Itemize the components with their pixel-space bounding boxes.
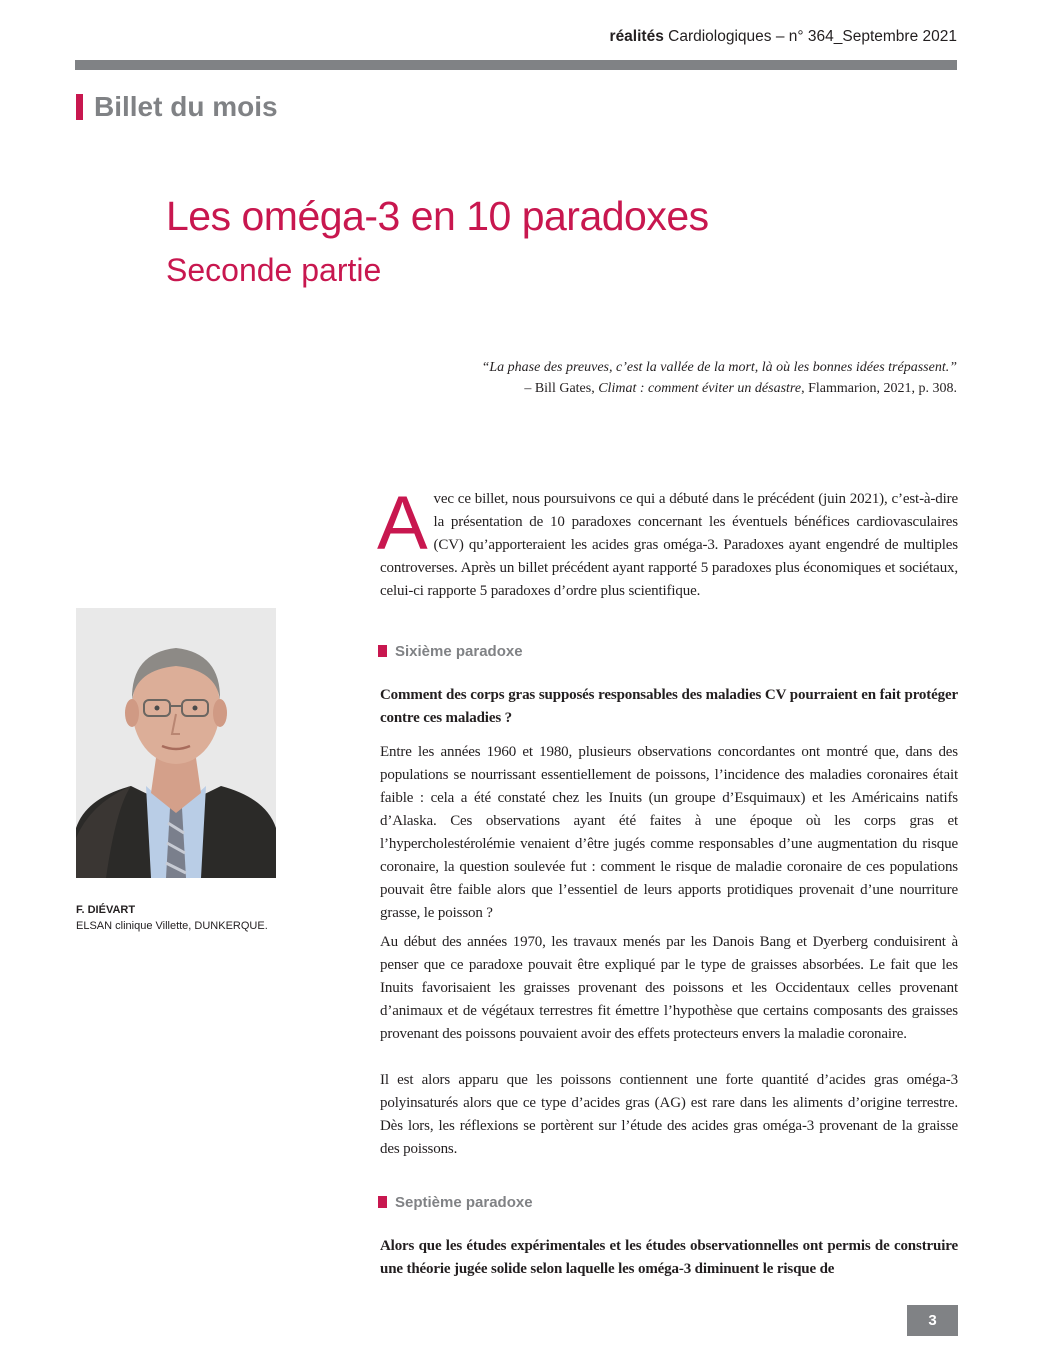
journal-brand: réalités [609,28,664,45]
page-number: 3 [907,1305,958,1336]
article-subtitle: Seconde partie [166,252,382,288]
author-portrait [76,608,276,878]
attribution-prefix: – Bill Gates, [524,381,599,396]
intro-block [377,481,958,603]
drop-cap: A [377,481,428,566]
section-7-title: Septième paradoxe [395,1193,533,1211]
paragraph-text: Il est alors apparu que les poissons contiennent une forte quantité d’acides gras oméga-3 polyinsaturés alors que ce type d’acides gras (AG) est rare dans les aliments d’origine terrestre. Dès lors, les réflexions se portèrent sur l’étude des acides gras oméga-3 provenant de la graisse des poissons. [380,1072,958,1157]
epigraph [482,357,957,399]
section-heading-6 [378,641,523,661]
intro-paragraph [377,481,958,603]
section-6-paragraph-3 [380,1069,958,1161]
section-6-title: Sixième paradoxe [395,642,523,660]
question-text: Alors que les études expérimentales et les études observationnelles ont permis de construire une théorie jugée solide selon laquelle les oméga-3 diminuent le risque de [380,1238,958,1277]
article-title: Les oméga-3 en 10 paradoxes [166,193,709,239]
section-7-question [380,1235,958,1281]
section-marker [378,645,387,657]
section-6-question [380,684,958,730]
paragraph-text: Au début des années 1970, les travaux menés par les Danois Bang et Dyerberg conduisirent à penser que ce paradoxe pouvait être expliqué par le type de graisses absorbées. Le fait que les Inuits favorisaient les graisses provenant des poissons et les Occidentaux celles provenant d’animaux et de végétaux terrestres fit émettre l’hypothèse que certains composants des graisses provenant des poissons pouvaient avoir des effets protecteurs envers la maladie coronaire. [380,934,958,1042]
rubric [76,91,278,123]
rubric-label: Billet du mois [94,91,278,122]
question-text: Comment des corps gras supposés responsables des maladies CV pourraient en fait protéger contre ces maladies ? [380,687,958,726]
author-affiliation: ELSAN clinique Villette, DUNKERQUE. [76,920,268,932]
running-header [610,28,957,46]
attribution-suffix: , Flammarion, 2021, p. 308. [801,381,957,396]
epigraph-book: Climat : comment éviter un désastre [598,381,802,396]
epigraph-text: “La phase des preuves, c’est la vallée de la mort, là où les bonnes idées trépassent.” [481,360,957,375]
section-marker [378,1196,387,1208]
paragraph-text: Entre les années 1960 et 1980, plusieurs observations concordantes ont montré que, dans des populations se nourrissant essentiellement de poissons, l’incidence des maladies coronaires était faible : cela a été constaté chez les Inuits (un groupe d’Esquimaux) et les Américains natifs d’Alaska. Ces observations ayant été faites à une époque où les corps gras et l’hypercholestérolémie venaient d’être jugés comme responsables d’une augmentation du risque coronaire, la question soulevée fut : comment le risque de maladie coronaire de ces populations pouvait être faible alors que l’essentiel de leurs apports protidiques provenait d’une nourriture grasse, le poisson ? [380,744,958,921]
section-heading-7 [378,1192,533,1212]
section-6-paragraph-2 [380,931,958,1046]
author-photo [76,608,276,878]
section-6-paragraph-1 [380,741,958,925]
header-rule [75,60,957,70]
rubric-bar [76,94,83,120]
author-name: F. DIÉVART [76,904,136,916]
intro-text: vec ce billet, nous poursuivons ce qui a débuté dans le précédent (juin 2021), c’est-à-dire la présentation de 10 paradoxes concernant les éventuels bénéfices cardiovasculaires (CV) qu’apporteraient les acides gras oméga-3. Paradoxes ayant engendré de multiples controverses. Après un billet précédent ayant rapporté 5 paradoxes plus économiques et sociétaux, celui-ci rapporte 5 paradoxes d’ordre plus scientifique. [380,491,958,599]
epigraph-attribution [524,381,957,396]
issue-info: Cardiologiques – n° 364_Septembre 2021 [668,28,957,45]
